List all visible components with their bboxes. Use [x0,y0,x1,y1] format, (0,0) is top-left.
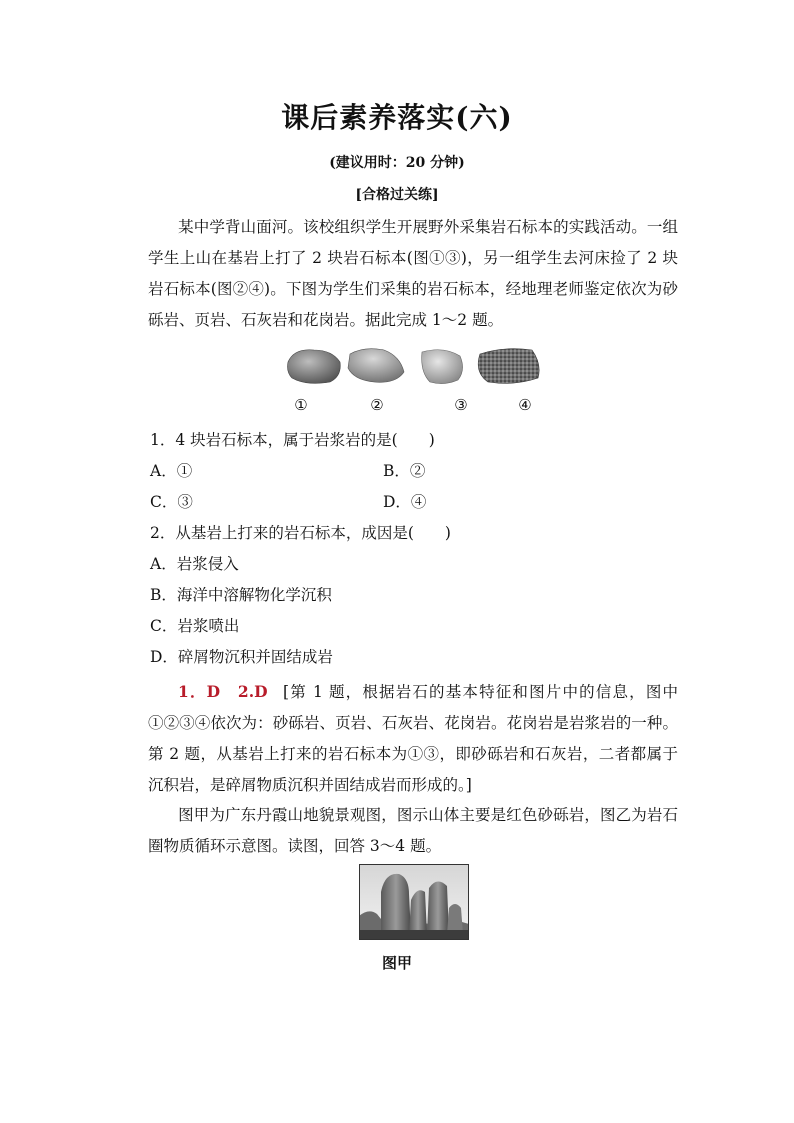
q2-option-b: B．海洋中溶解物化学沉积 [150,586,332,604]
q1-option-c: C．③ [150,493,193,511]
section-heading: [合格过关练] [355,187,439,203]
page-title: 课后素养落实(六) [281,101,513,134]
intro-2-text: 图甲为广东丹霞山地貌景观图，图示山体主要是红色砂砾岩，图乙为岩石圈物质循环示意图。读图，回答 3～4 题。 [148,806,678,855]
question-2-stem: 2．从基岩上打来的岩石标本，成因是( ) [150,524,451,542]
intro-paragraph-2 [148,800,678,862]
answer-key: 1．D 2.D [178,682,268,701]
answer-text: [第 1 题，根据岩石的基本特征和图片中的信息，图中①②③④依次为：砂砾岩、页岩、石灰岩、花岗岩。花岗岩是岩浆岩的一种。第 2 题，从基岩上打来的岩石标本为①③，即砂砾岩和石灰岩，二者都属于沉积岩，是碎屑物质沉积并固结成岩而形成的。] [148,683,678,794]
rock-label-3: ③ [454,396,468,414]
rock-granite [478,349,539,384]
answer-explanation [148,676,678,801]
photo-caption: 图甲 [381,954,412,972]
rock-limestone [422,350,463,384]
q1-option-d: D．④ [383,493,427,511]
rock-labels [284,396,544,416]
q2-option-c: C．岩浆喷出 [150,617,240,635]
q2-option-a: A．岩浆侵入 [150,555,239,573]
intro-paragraph [148,212,678,336]
rock-specimens-figure [284,344,544,388]
danxia-landform-photo [359,864,469,940]
q1-option-b: B．② [383,462,426,480]
rock-label-4: ④ [518,396,532,414]
rock-shale [348,349,404,383]
q2-option-d: D．碎屑物沉积并固结成岩 [150,648,333,666]
time-suggestion: (建议用时：20 分钟) [329,155,465,171]
rock-label-2: ② [370,396,384,414]
rock-sandstone [288,350,341,384]
q1-option-a: A．① [150,462,193,480]
rock-label-1: ① [294,396,308,414]
question-1-stem: 1．4 块岩石标本，属于岩浆岩的是( ) [150,431,435,449]
intro-text: 某中学背山面河。该校组织学生开展野外采集岩石标本的实践活动。一组学生上山在基岩上打了 2 块岩石标本(图①③)，另一组学生去河床捡了 2 块岩石标本(图②④)。下图为学生们采集的岩石标本，经地理老师鉴定依次为砂砾岩、页岩、石灰岩和花岗岩。据此完成 1～2 题。 [148,218,678,329]
